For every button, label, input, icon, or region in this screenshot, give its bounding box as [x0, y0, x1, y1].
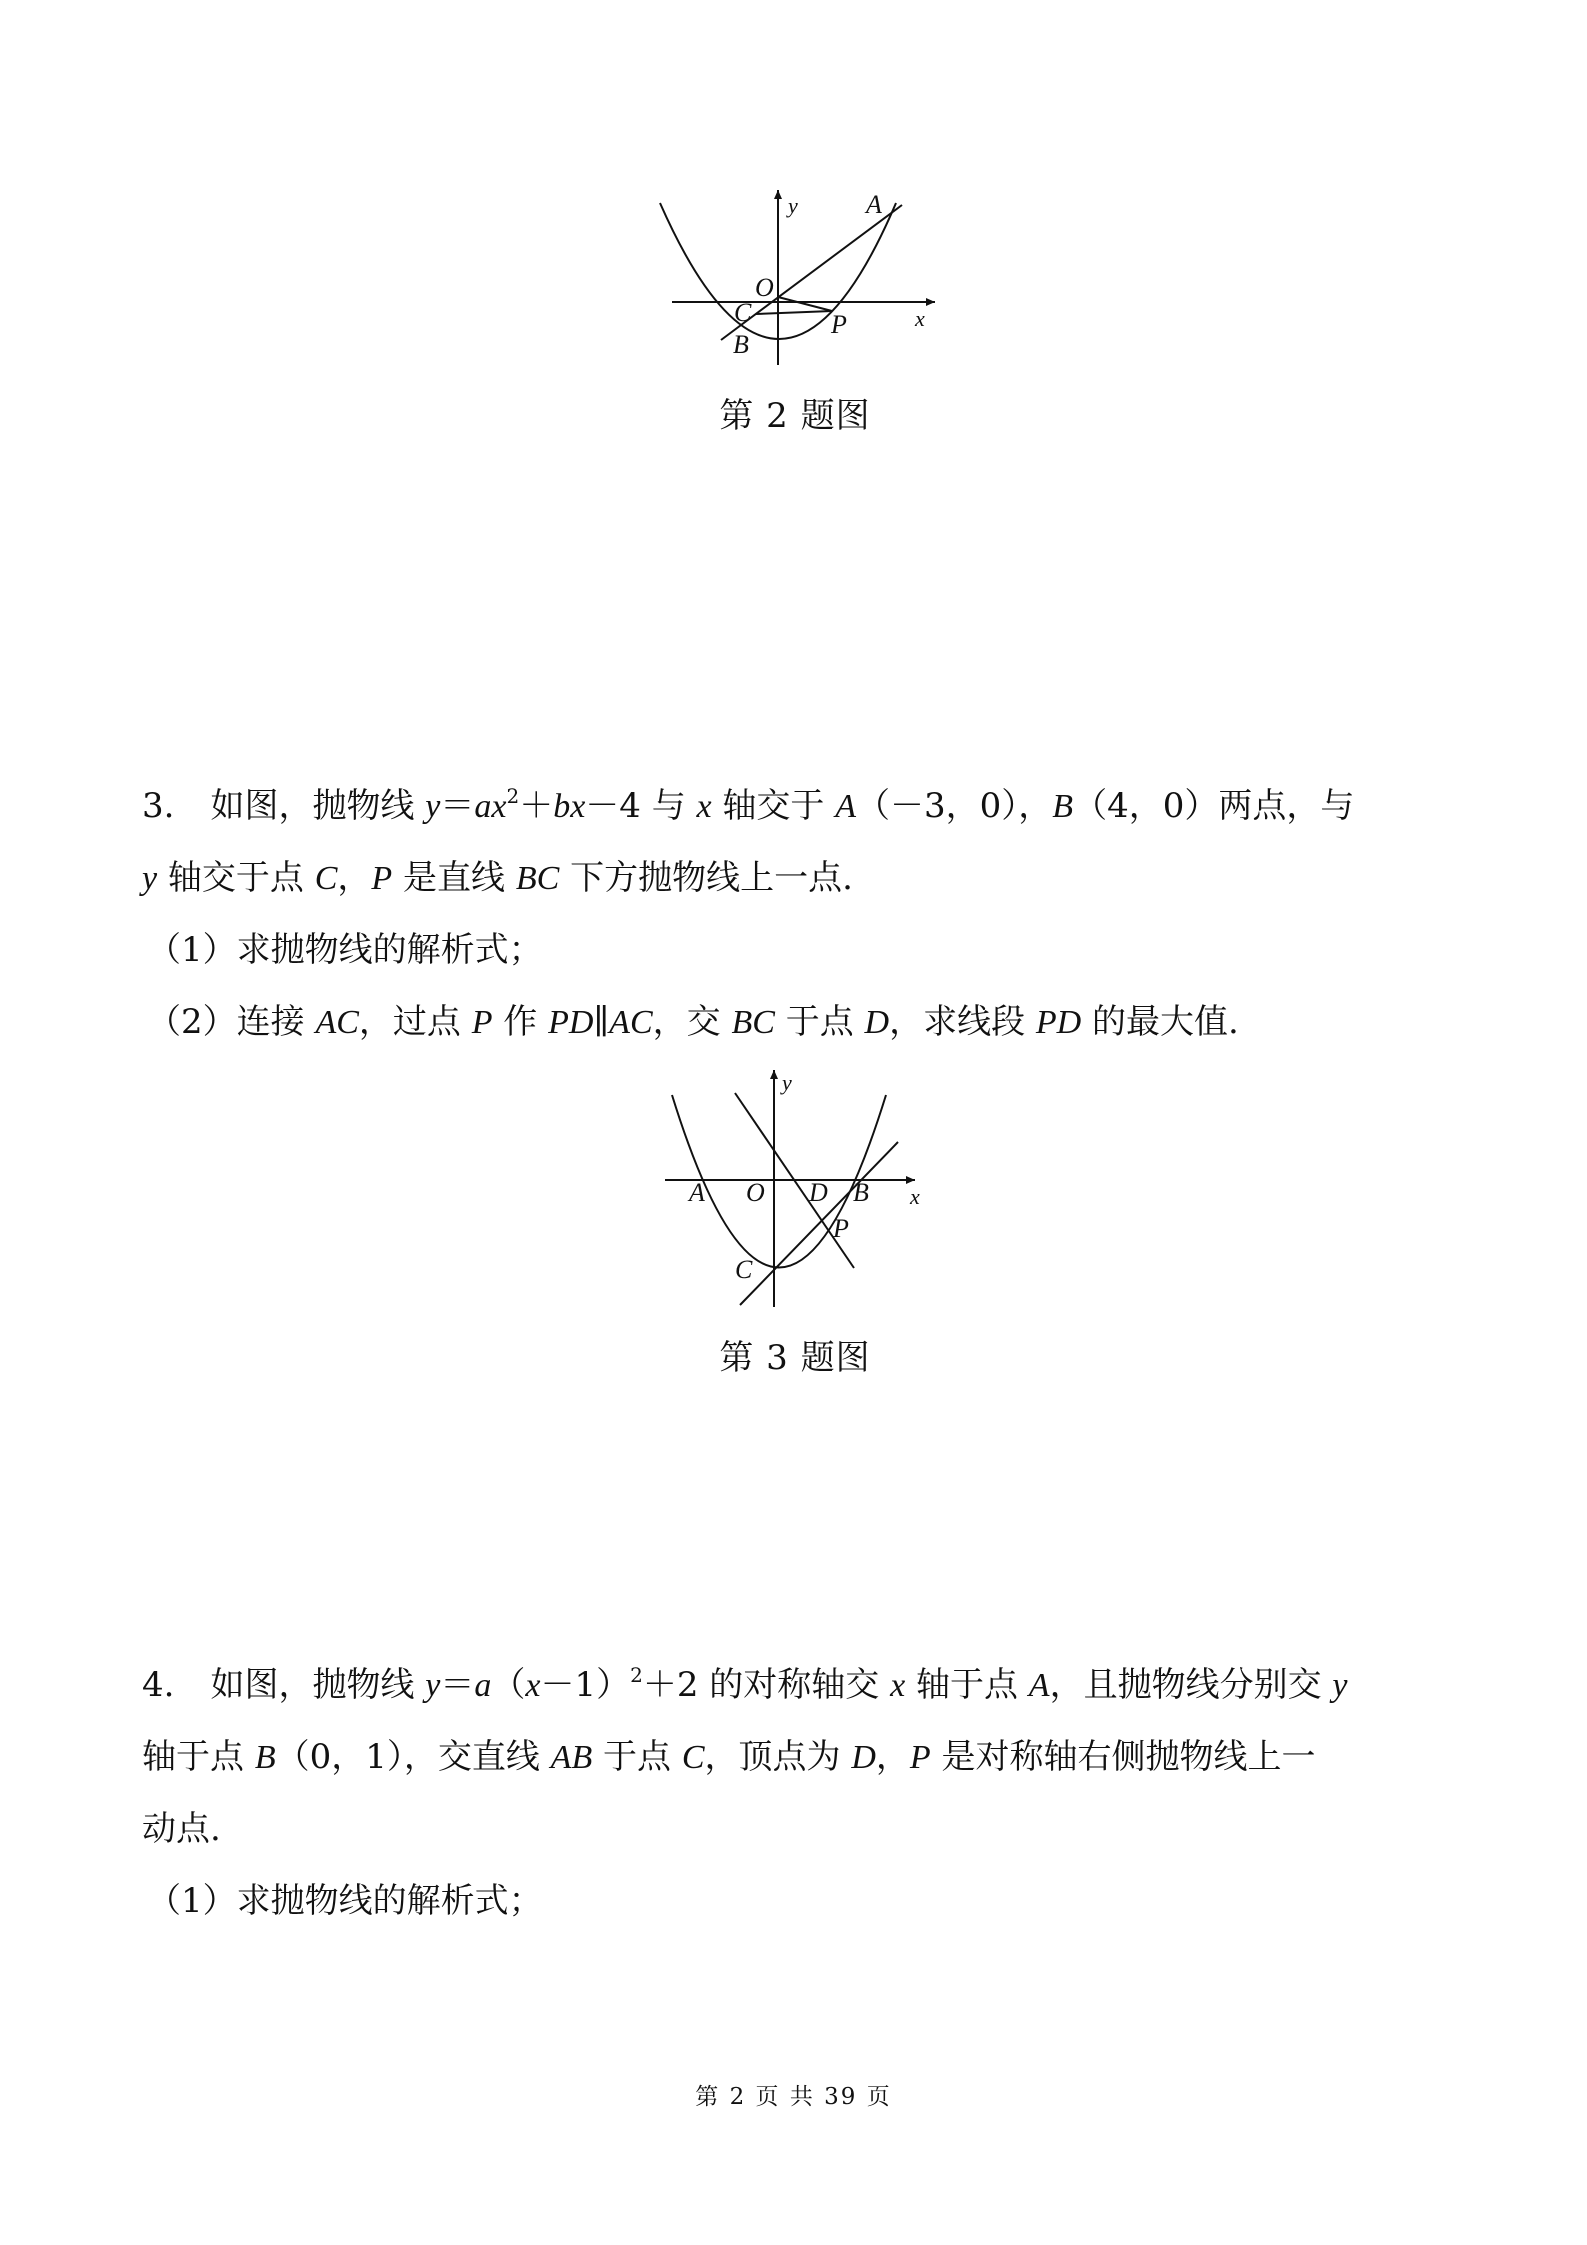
- text: ＝: [440, 786, 475, 826]
- math: x: [696, 788, 712, 825]
- label-x: x: [915, 306, 925, 331]
- math: P: [371, 860, 393, 897]
- text: 是对称轴右侧抛物线上一: [930, 1737, 1316, 1777]
- figure-2: [650, 185, 970, 370]
- text: －4 与: [585, 786, 697, 826]
- text: 于点: [592, 1737, 682, 1777]
- line-bc: [740, 1142, 898, 1305]
- figure-3: [655, 1060, 935, 1315]
- math: B: [1052, 788, 1074, 825]
- figure-3-caption: 第 3 题图: [719, 1338, 871, 1378]
- text: ，顶点为: [704, 1737, 852, 1777]
- problem-4-question-1: （1）求抛物线的解析式；: [147, 1881, 543, 1921]
- problem-3-line-2: [142, 858, 853, 899]
- math: a: [474, 1667, 492, 1704]
- text: 作: [492, 1002, 549, 1042]
- label-b: B: [853, 1178, 869, 1207]
- math: BC: [515, 860, 560, 897]
- text: 轴于点: [142, 1737, 255, 1777]
- problem-4-line-2: [142, 1737, 1316, 1778]
- text: 是直线: [392, 858, 516, 898]
- text: ，: [875, 1737, 910, 1777]
- label-y: y: [782, 1070, 792, 1095]
- math: x: [525, 1667, 541, 1704]
- problem-4-line-1: [142, 1665, 1347, 1706]
- text: ＋: [519, 786, 554, 826]
- text: 轴交于点: [157, 858, 315, 898]
- math: ax: [474, 788, 507, 825]
- figure-2-graph: [650, 185, 970, 370]
- text: （4，0）两点，与: [1073, 786, 1355, 826]
- math: D: [864, 1004, 890, 1041]
- math: PD: [1035, 1004, 1082, 1041]
- text: ∥: [593, 1002, 610, 1042]
- math: x: [890, 1667, 906, 1704]
- text: ，且抛物线分别交: [1049, 1665, 1333, 1705]
- math: y: [142, 860, 158, 897]
- math: BC: [731, 1004, 775, 1041]
- label-y: y: [788, 193, 798, 218]
- problem-4-line-3: 动点.: [142, 1809, 221, 1849]
- text: ，: [337, 858, 372, 898]
- text: ＝: [440, 1665, 475, 1705]
- math: A: [835, 788, 857, 825]
- text: 如图，抛物线: [210, 1665, 426, 1705]
- superscript: 2: [506, 784, 520, 808]
- problem-3-line-1: [142, 786, 1354, 827]
- math: D: [851, 1739, 876, 1776]
- problem-3-question-1: （1）求抛物线的解析式；: [147, 930, 543, 970]
- math: y: [425, 788, 441, 825]
- text: －1）: [540, 1665, 631, 1705]
- text: 轴交于: [711, 786, 836, 826]
- label-c: C: [734, 298, 752, 327]
- text: 下方抛物线上一点.: [559, 858, 853, 898]
- math: y: [1332, 1667, 1348, 1704]
- segment-cp: [756, 311, 832, 314]
- label-d: D: [809, 1178, 828, 1207]
- text: （: [491, 1665, 526, 1705]
- text: ＋2 的对称轴交: [642, 1665, 891, 1705]
- problem-3-number: 3.: [142, 786, 175, 826]
- math: C: [314, 860, 338, 897]
- label-p: P: [831, 310, 847, 339]
- math: C: [681, 1739, 705, 1776]
- math: P: [471, 1004, 493, 1041]
- label-o: O: [746, 1178, 765, 1207]
- text: （－3，0），: [856, 786, 1053, 826]
- text: （2）连接: [147, 1002, 316, 1042]
- math: PD: [548, 1004, 594, 1041]
- math: AC: [315, 1004, 359, 1041]
- problem-4-number: 4.: [142, 1665, 175, 1705]
- label-o: O: [755, 273, 774, 302]
- math: A: [1028, 1667, 1050, 1704]
- label-p: P: [833, 1214, 849, 1243]
- figure-3-graph: [655, 1060, 935, 1315]
- text: ，过点: [358, 1002, 472, 1042]
- math: AC: [609, 1004, 653, 1041]
- label-b: B: [733, 330, 749, 359]
- page-footer: 第 2 页 共 39 页: [695, 2084, 892, 2110]
- math: AB: [550, 1739, 593, 1776]
- text: 轴于点: [905, 1665, 1029, 1705]
- superscript: 2: [630, 1663, 643, 1687]
- text: ，求线段: [889, 1002, 1036, 1042]
- problem-3-question-2: [147, 1002, 1239, 1043]
- text: ，交: [652, 1002, 732, 1042]
- text: 如图，抛物线: [210, 786, 426, 826]
- math: y: [425, 1667, 441, 1704]
- text: （0，1），交直线: [275, 1737, 551, 1777]
- text: 于点: [774, 1002, 865, 1042]
- segment-op: [778, 297, 832, 311]
- figure-2-caption: 第 2 题图: [719, 396, 871, 436]
- math: B: [254, 1739, 276, 1776]
- math: P: [909, 1739, 931, 1776]
- text: 的最大值.: [1081, 1002, 1239, 1042]
- label-x: x: [910, 1184, 920, 1209]
- label-a: A: [689, 1178, 705, 1207]
- math: bx: [553, 788, 586, 825]
- label-a: A: [866, 190, 882, 219]
- label-c: C: [735, 1255, 753, 1284]
